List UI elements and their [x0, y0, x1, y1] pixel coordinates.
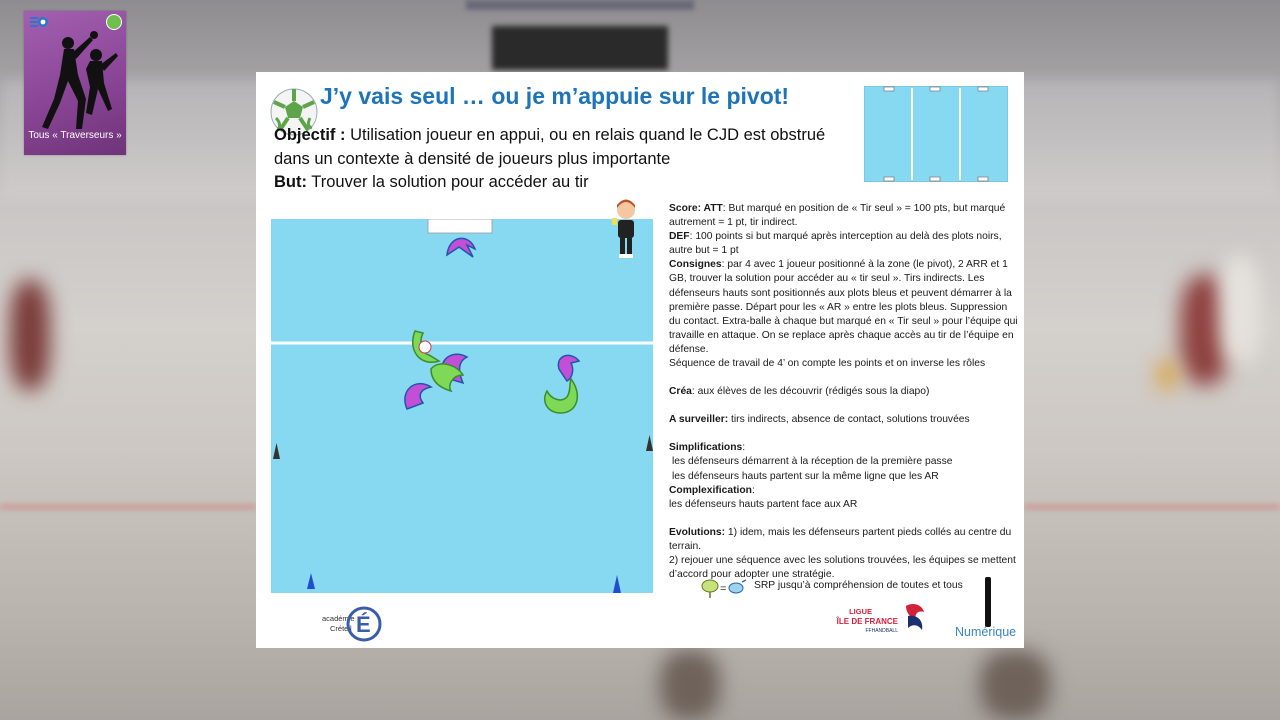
- crea-text: : aux élèves de les découvrir (rédigés sous la diapo): [691, 386, 930, 398]
- referee-icon: [610, 198, 642, 260]
- svg-text:É: É: [356, 612, 371, 637]
- svg-text:ÎLE DE FRANCE: ÎLE DE FRANCE: [836, 617, 898, 626]
- evolutions-label: Evolutions:: [669, 526, 726, 538]
- refresh-icon[interactable]: [106, 14, 122, 30]
- objective-label: Objectif :: [274, 126, 346, 144]
- svg-text:académie: académie: [322, 614, 355, 623]
- sequence-text: Séquence de travail de 4’ on compte les points et on inverse les rôles: [669, 358, 986, 370]
- field-diagram: [271, 219, 653, 593]
- def-text: : 100 points si but marqué après interception au delà des plots noirs, autre but = 1 pt: [669, 231, 1002, 257]
- simplification-item: les défenseurs démarrent à la réception de la première passe: [672, 456, 953, 468]
- evolutions-text: 1) idem, mais les défenseurs partent pieds collés au centre du terrain.: [669, 526, 1012, 552]
- menu-icon[interactable]: [30, 16, 48, 28]
- court-line: [0, 505, 256, 509]
- svg-text:Créteil: Créteil: [330, 624, 352, 633]
- evolutions-item: 2) rejouer une séquence avec les solutions trouvées, les équipes se mettent d’accord pour adopter une stratégie.: [669, 554, 1016, 581]
- crea-label: Créa: [669, 386, 692, 398]
- handball-players-silhouette: [30, 29, 120, 135]
- goal-text: Trouver la solution pour accéder au tir: [311, 173, 589, 191]
- complexification-colon: :: [751, 484, 755, 496]
- simplifications-colon: :: [742, 442, 746, 454]
- ceiling-fixture: [466, 0, 694, 10]
- scoreboard: [492, 26, 668, 70]
- surveiller-text: tirs indirects, absence de contact, solutions trouvées: [728, 414, 970, 426]
- consignes-label: Consignes: [669, 259, 722, 271]
- complexification-item: les défenseurs hauts partent face aux AR: [669, 498, 858, 510]
- field-overview-diagram: [864, 86, 1008, 182]
- consignes-text: : par 4 avec 1 joueur positionné à la zone (le pivot), 2 ARR et 1 GB, trouver la solution pour accéder au « tir seul ». Tirs indirects. Les défenseurs hauts sont positionnés aux plots bleus et peuvent démarrer à la première passe. Départ pour les « AR » entre les plots bleus. Suppression du contact. Extra-balle à chaque but marqué en « Tir seul » pour l’équipe qui travaille en attaque. On se replace après chaque accès au tir de l’équipe en défense.: [669, 259, 1018, 355]
- ligue-ile-de-france-logo: [830, 600, 930, 636]
- blurred-player: [1220, 255, 1260, 365]
- goal-label: But:: [274, 173, 307, 191]
- objective-text: Utilisation joueur en appui, ou en relais quand le CJD est obstrué dans un contexte à densité de joueurs plus importante: [274, 126, 826, 168]
- exercise-rules: [669, 202, 1021, 582]
- surveiller-label: A surveiller:: [669, 414, 729, 426]
- svg-text:LIGUE: LIGUE: [849, 607, 872, 616]
- score-text: : But marqué en position de « Tir seul » = 100 pts, but marqué autrement = 1 pt, tir indirect.: [669, 203, 1006, 229]
- blurred-player: [980, 650, 1050, 720]
- academie-creteil-logo: [318, 596, 388, 644]
- simplifications-label: Simplifications: [669, 442, 743, 454]
- complexification-label: Complexification: [669, 484, 752, 496]
- srp-text: SRP jusqu’à compréhension de toutes et tous: [754, 580, 963, 591]
- phone-icon: [985, 577, 991, 627]
- svg-text:FFHANDBALL: FFHANDBALL: [865, 628, 898, 634]
- slide-title: J’y vais seul … ou je m’appuie sur le pivot!: [320, 83, 790, 109]
- court-line: [1024, 505, 1280, 509]
- badge-label: Tous « Traverseurs »: [28, 130, 122, 141]
- blurred-cone: [1158, 360, 1176, 390]
- numerique-label: Numérique: [955, 625, 1017, 639]
- simplification-item: les défenseurs hauts partent sur la même ligne que les AR: [672, 470, 939, 482]
- goal: [428, 219, 492, 233]
- blurred-player: [10, 280, 50, 390]
- traverseurs-badge[interactable]: [24, 11, 126, 155]
- blurred-player: [660, 650, 720, 720]
- svg-text:=: =: [720, 583, 727, 595]
- score-label: Score: ATT: [669, 203, 723, 214]
- exercise-slide: [256, 72, 1024, 648]
- objective-block: [274, 124, 834, 195]
- def-label: DEF: [669, 231, 690, 243]
